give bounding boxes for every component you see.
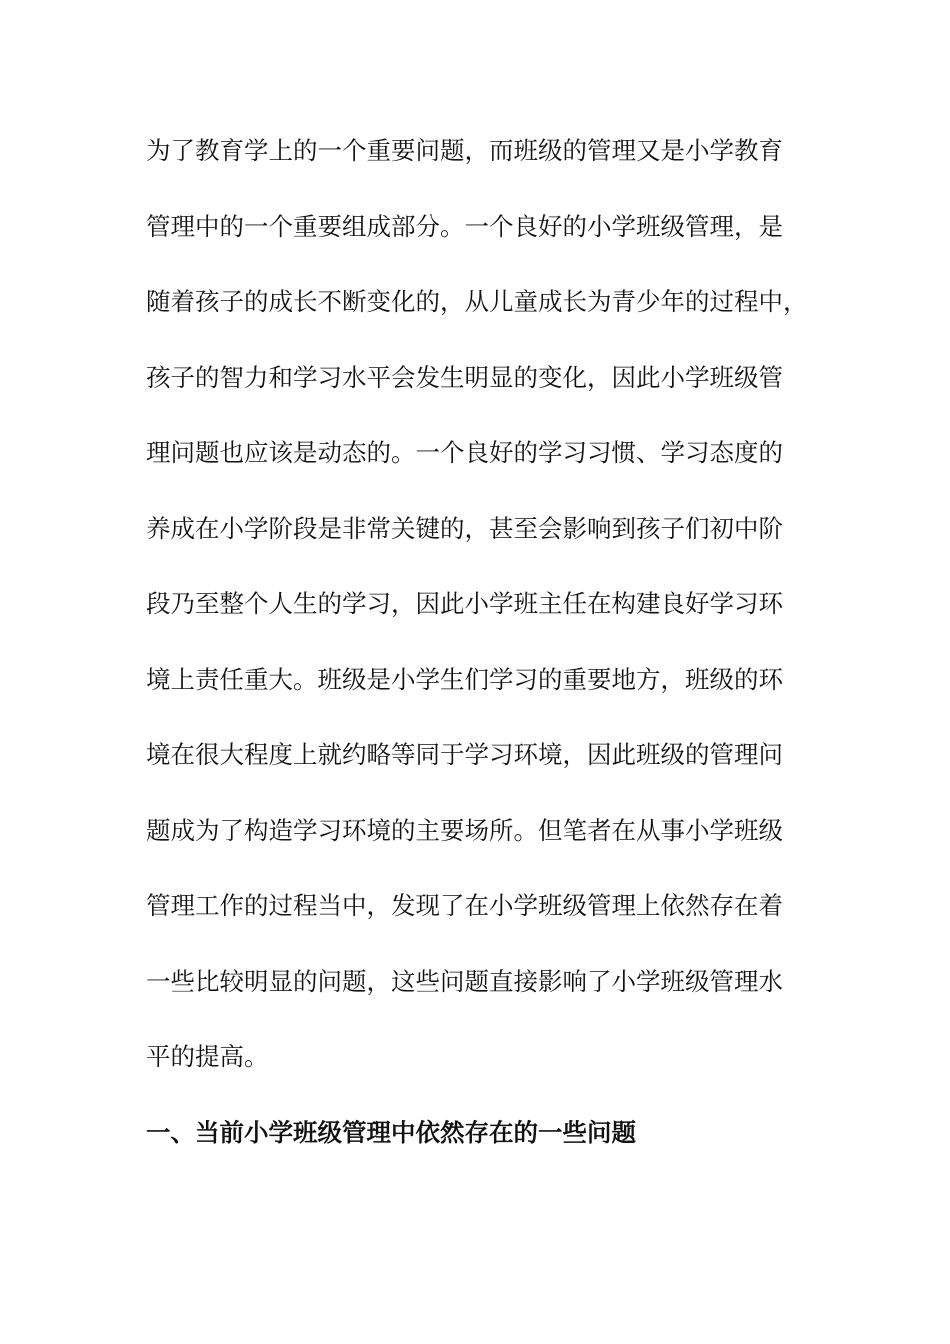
document-body — [146, 128, 846, 1160]
paragraph-line: 段乃至整个人生的学习，因此小学班主任在构建良好学习环 — [146, 589, 783, 618]
paragraph-line: 理问题也应该是动态的。一个良好的学习习惯、学习态度的 — [146, 438, 783, 467]
paragraph-line: 管理中的一个重要组成部分。一个良好的小学班级管理，是 — [146, 211, 783, 241]
paragraph-line: 为了教育学上的一个重要问题，而班级的管理又是小学教育 — [146, 136, 783, 165]
paragraph-line: 境上责任重大。班级是小学生们学习的重要地方，班级的环 — [146, 664, 783, 694]
paragraph-line: 随着孩子的成长不断变化的，从儿童成长为青少年的过程中， — [146, 287, 808, 316]
paragraph-line: 养成在小学阶段是非常关键的，甚至会影响到孩子们初中阶 — [146, 513, 783, 543]
paragraph-line: 题成为了构造学习环境的主要场所。但笔者在从事小学班级 — [146, 815, 783, 845]
section-heading: 一、当前小学班级管理中依然存在的一些问题 — [146, 1117, 636, 1147]
paragraph-line: 管理工作的过程当中，发现了在小学班级管理上依然存在着 — [146, 891, 783, 920]
paragraph-line: 境在很大程度上就约略等同于学习环境，因此班级的管理问 — [146, 740, 783, 769]
paragraph-line: 平的提高。 — [146, 1042, 269, 1071]
paragraph-line: 孩子的智力和学习水平会发生明显的变化，因此小学班级管 — [146, 362, 783, 392]
paragraph-line: 一些比较明显的问题，这些问题直接影响了小学班级管理水 — [146, 966, 783, 996]
